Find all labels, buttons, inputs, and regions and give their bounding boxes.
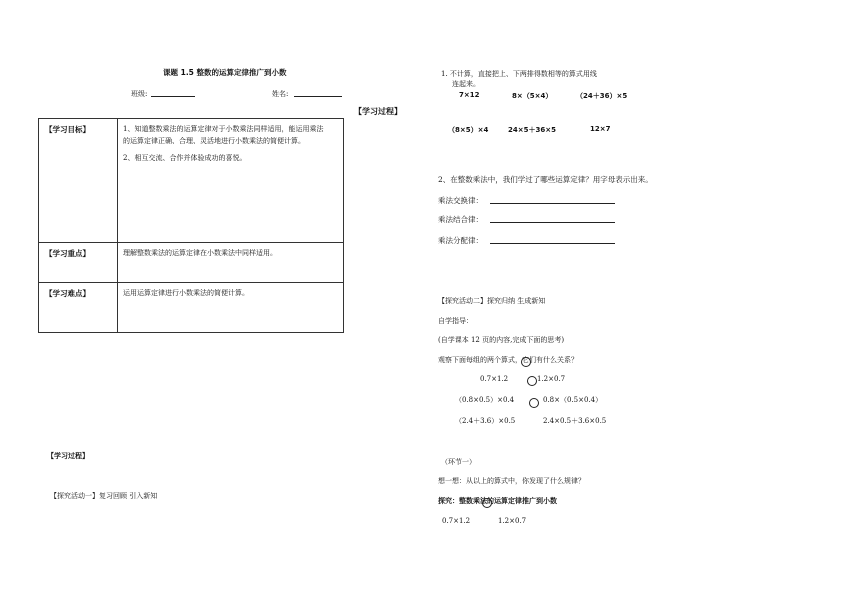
law-blank[interactable] (490, 243, 615, 244)
cell-line: 2、相互交流、合作并体验成功的喜悦。 (123, 153, 247, 162)
compare-circle[interactable] (521, 357, 531, 367)
name-blank[interactable] (294, 96, 342, 97)
explore-heading: 探究：整数乘法的运算定律推广到小数 (438, 497, 557, 505)
q1-line1: 1. 不计算，直接把上、下两排得数相等的算式用线 (441, 70, 597, 78)
expr-top-1[interactable]: 7×12 (459, 91, 480, 99)
table-cell (118, 243, 344, 283)
q2-text: 2、在整数乘法中，我们学过了哪些运算定律？用字母表示出来。 (438, 175, 653, 184)
expr-top-2[interactable]: 8×（5×4） (512, 92, 553, 100)
cell-line: 运用运算定律进行小数乘法的简便计算。 (123, 289, 249, 297)
expr-bottom-2[interactable]: 24×5＋36×5 (508, 126, 556, 134)
activity-two: 【探究活动二】探究归纳 生成新知 (438, 297, 546, 305)
final-left: 0.7×1.2 (442, 517, 471, 525)
q1-line2: 连起来。 (452, 80, 480, 88)
table-head: 【学习目标】 (39, 119, 118, 243)
compare-circle[interactable] (527, 376, 537, 386)
expr-bottom-3[interactable]: 12×7 (590, 125, 611, 133)
pair-right: 1.2×0.7 (537, 375, 566, 383)
cell-line: 的运算定律正确、合理、灵活地进行小数乘法的简便计算。 (123, 137, 305, 146)
law-label: 乘法分配律： (438, 236, 483, 245)
observe-prompt: 观察下面每组的两个算式，它们有什么关系？ (438, 356, 578, 364)
law-label: 乘法交换律： (438, 196, 483, 205)
activity-one: 【探究活动一】复习回顾 引入新知 (50, 492, 158, 500)
name-label: 姓名: (272, 90, 289, 98)
process-heading-right: 【学习过程】 (354, 107, 402, 116)
law-label: 乘法结合律： (438, 215, 483, 224)
pair-right: 2.4×0.5＋3.6×0.5 (543, 417, 607, 425)
step-one: （环节一） (441, 458, 476, 466)
cell-line: 理解整数乘法的运算定律在小数乘法中同样适用。 (123, 249, 277, 257)
table-row (39, 119, 344, 243)
class-label: 班级: (131, 90, 148, 98)
table-head: 【学习难点】 (39, 283, 118, 333)
cell-line: 1、知道整数乘法的运算定律对于小数乘法同样适用，能运用乘法 (123, 125, 324, 133)
lesson-title: 课题 1.5 整数的运算定律推广到小数 (163, 68, 287, 77)
table-row (39, 283, 344, 333)
pair-left: （2.4＋3.6）×0.5 (455, 417, 516, 425)
table-head: 【学习重点】 (39, 243, 118, 283)
pair-left: 0.7×1.2 (480, 375, 509, 383)
pair-left: （0.8×0.5）×0.4 (455, 396, 515, 404)
law-blank[interactable] (490, 203, 615, 204)
pair-right: 0.8×（0.5×0.4） (543, 396, 603, 404)
self-study-note: (自学课本 12 页的内容,完成下面的思考) (438, 336, 565, 344)
expr-top-3[interactable]: （24＋36）×5 (576, 92, 628, 100)
final-right: 1.2×0.7 (498, 517, 527, 525)
table-row (39, 243, 344, 283)
law-blank[interactable] (490, 222, 615, 223)
table-cell (118, 283, 344, 333)
self-study-label: 自学指导： (438, 317, 473, 325)
table-cell (118, 119, 344, 243)
objectives-table (38, 118, 344, 333)
think-prompt: 想一想：从以上的算式中，你发现了什么规律？ (438, 477, 585, 485)
process-heading-left: 【学习过程】 (47, 452, 89, 460)
compare-circle[interactable] (529, 398, 539, 408)
compare-circle[interactable] (482, 498, 492, 508)
expr-bottom-1[interactable]: （8×5）×4 (448, 126, 489, 134)
class-blank[interactable] (151, 96, 195, 97)
